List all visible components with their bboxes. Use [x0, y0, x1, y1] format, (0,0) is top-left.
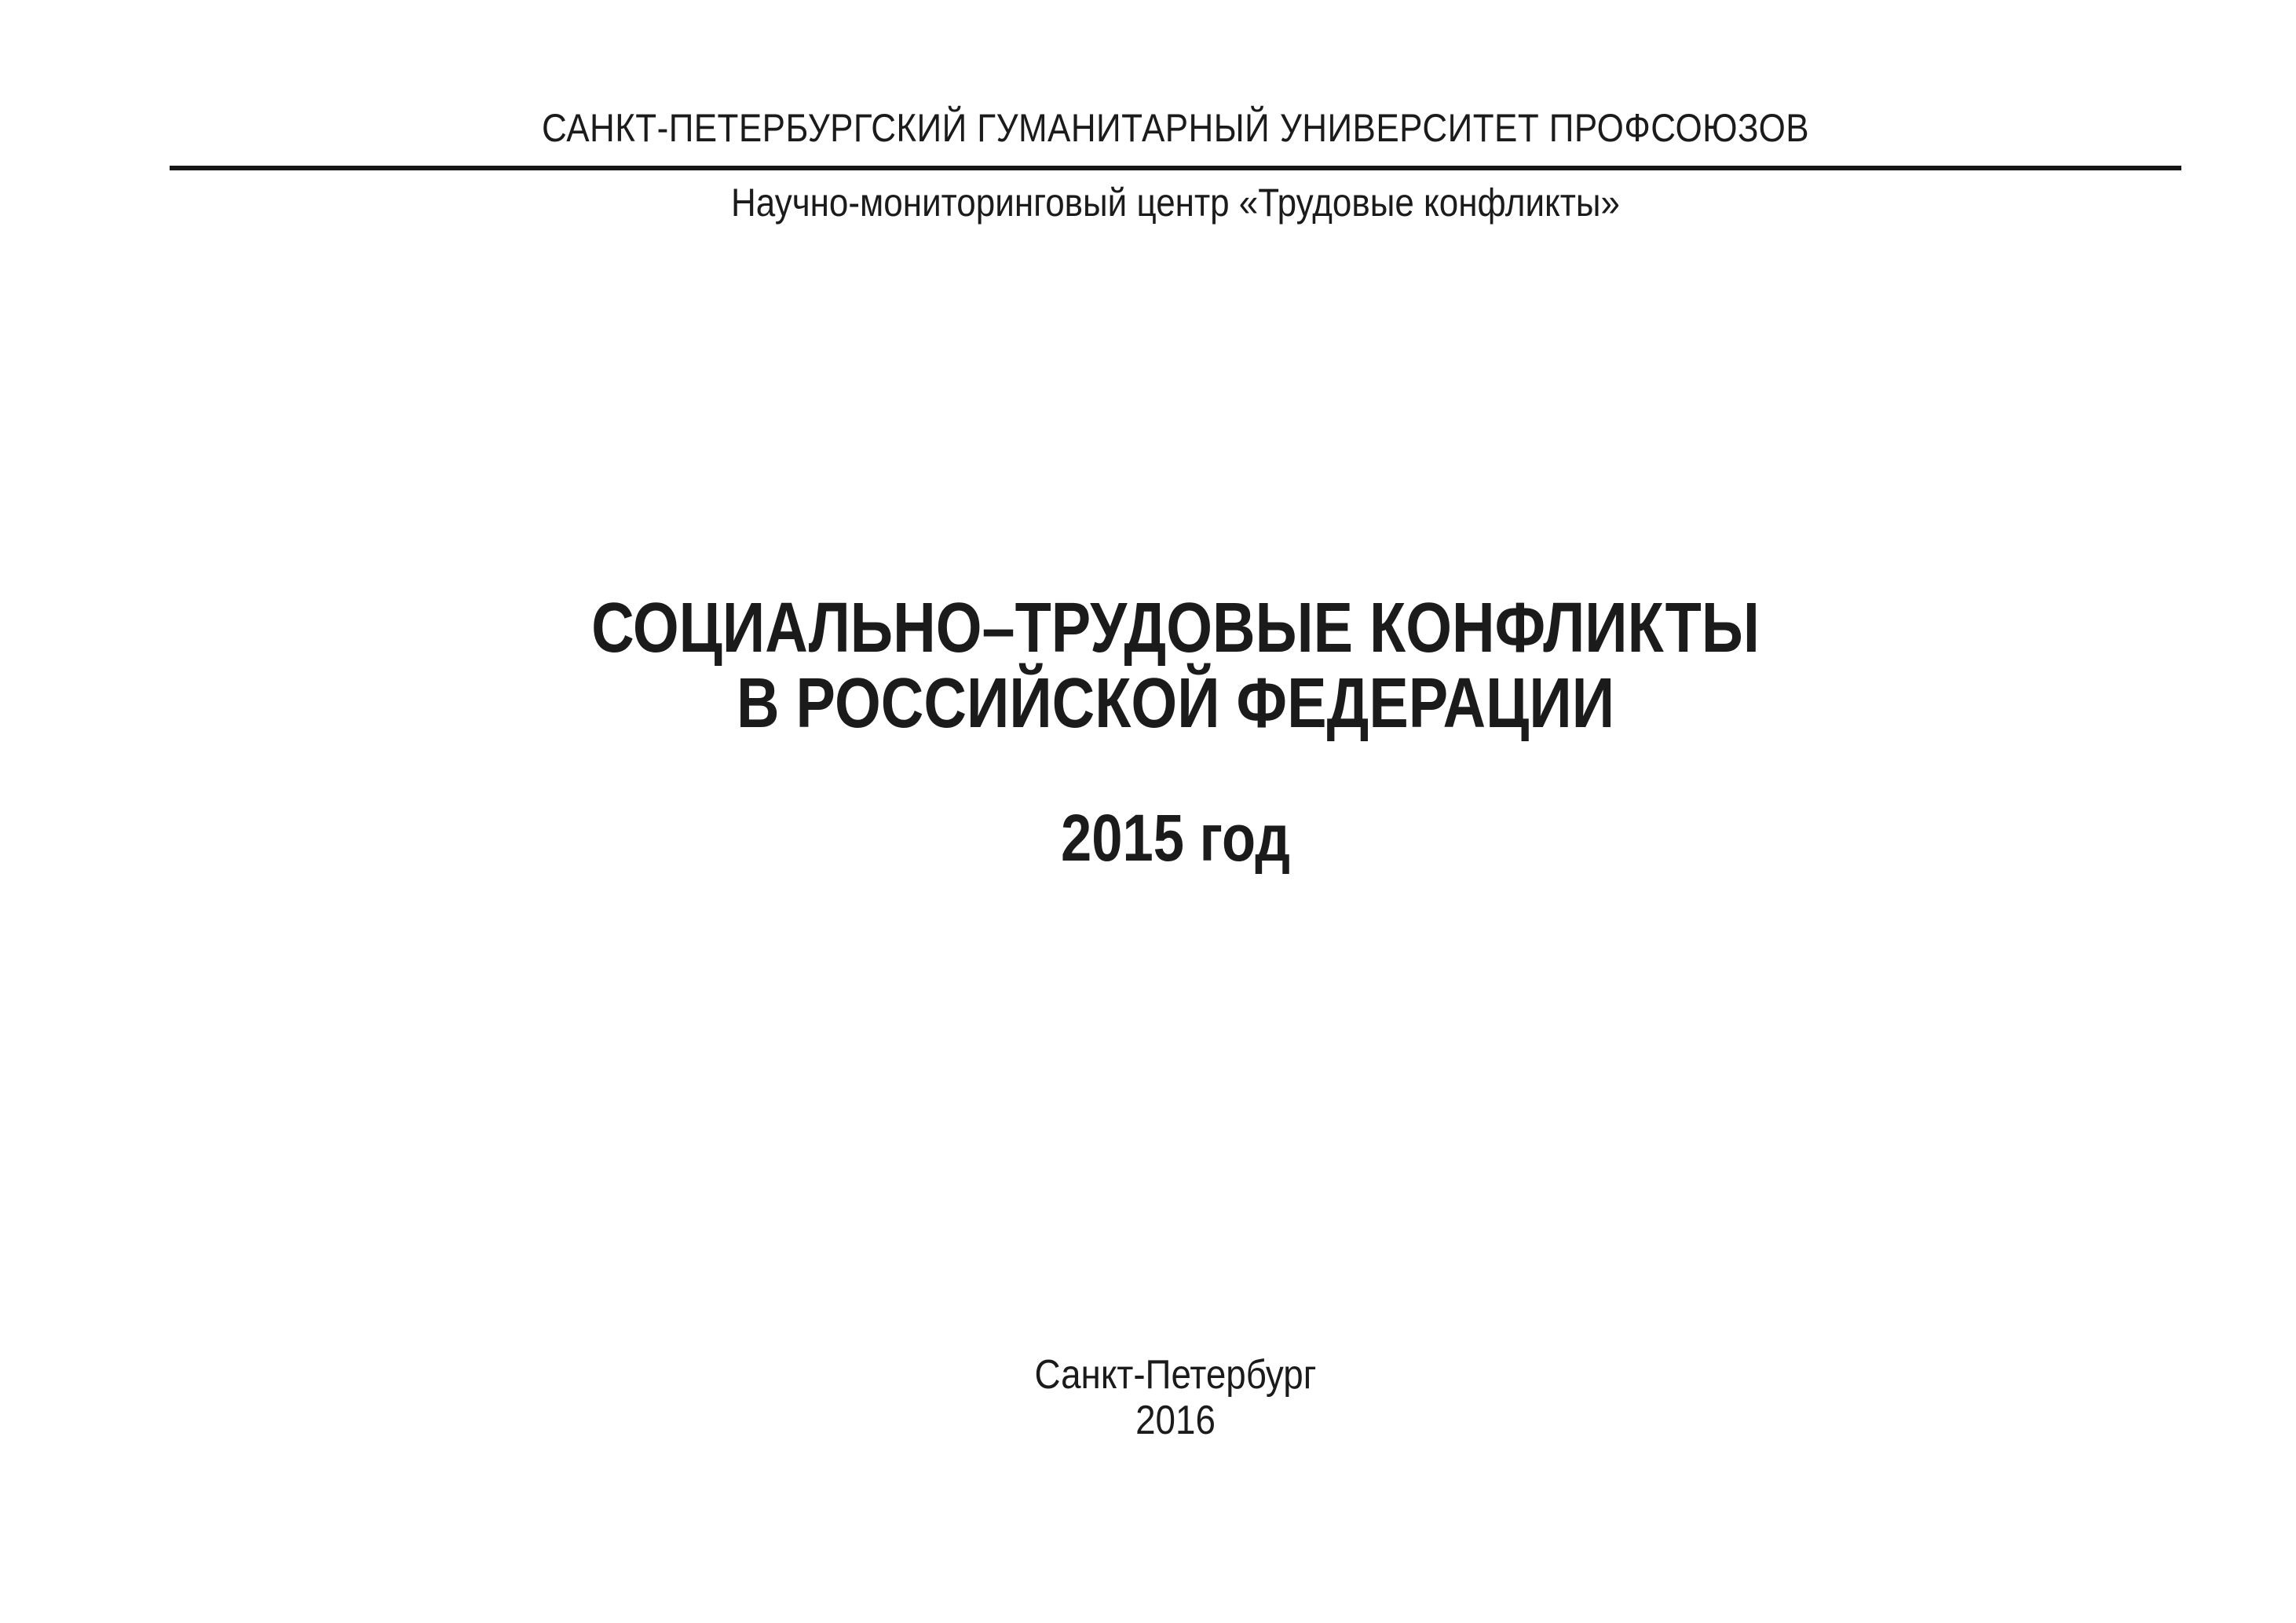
- title-line-2: В РОССИЙСКОЙ ФЕДЕРАЦИИ: [736, 664, 1615, 743]
- title-line-1: СОЦИАЛЬНО–ТРУДОВЫЕ КОНФЛИКТЫ: [591, 589, 1760, 667]
- report-year: 2015 год: [1060, 801, 1290, 875]
- title-page-content: [170, 0, 2181, 1623]
- publication-city: Санкт-Петербург: [1034, 1352, 1317, 1398]
- header-rule: [170, 166, 2181, 170]
- monitoring-center-subtitle: Научно-мониторинговый центр «Трудовые конфликты»: [730, 181, 1621, 225]
- publication-year: 2016: [1135, 1398, 1216, 1443]
- university-header: САНКТ-ПЕТЕРБУРГСКИЙ ГУМАНИТАРНЫЙ УНИВЕРСИТЕТ ПРОФСОЮЗОВ: [541, 106, 1810, 150]
- imprint-block: [291, 1352, 2061, 1443]
- document-title: [331, 590, 2020, 741]
